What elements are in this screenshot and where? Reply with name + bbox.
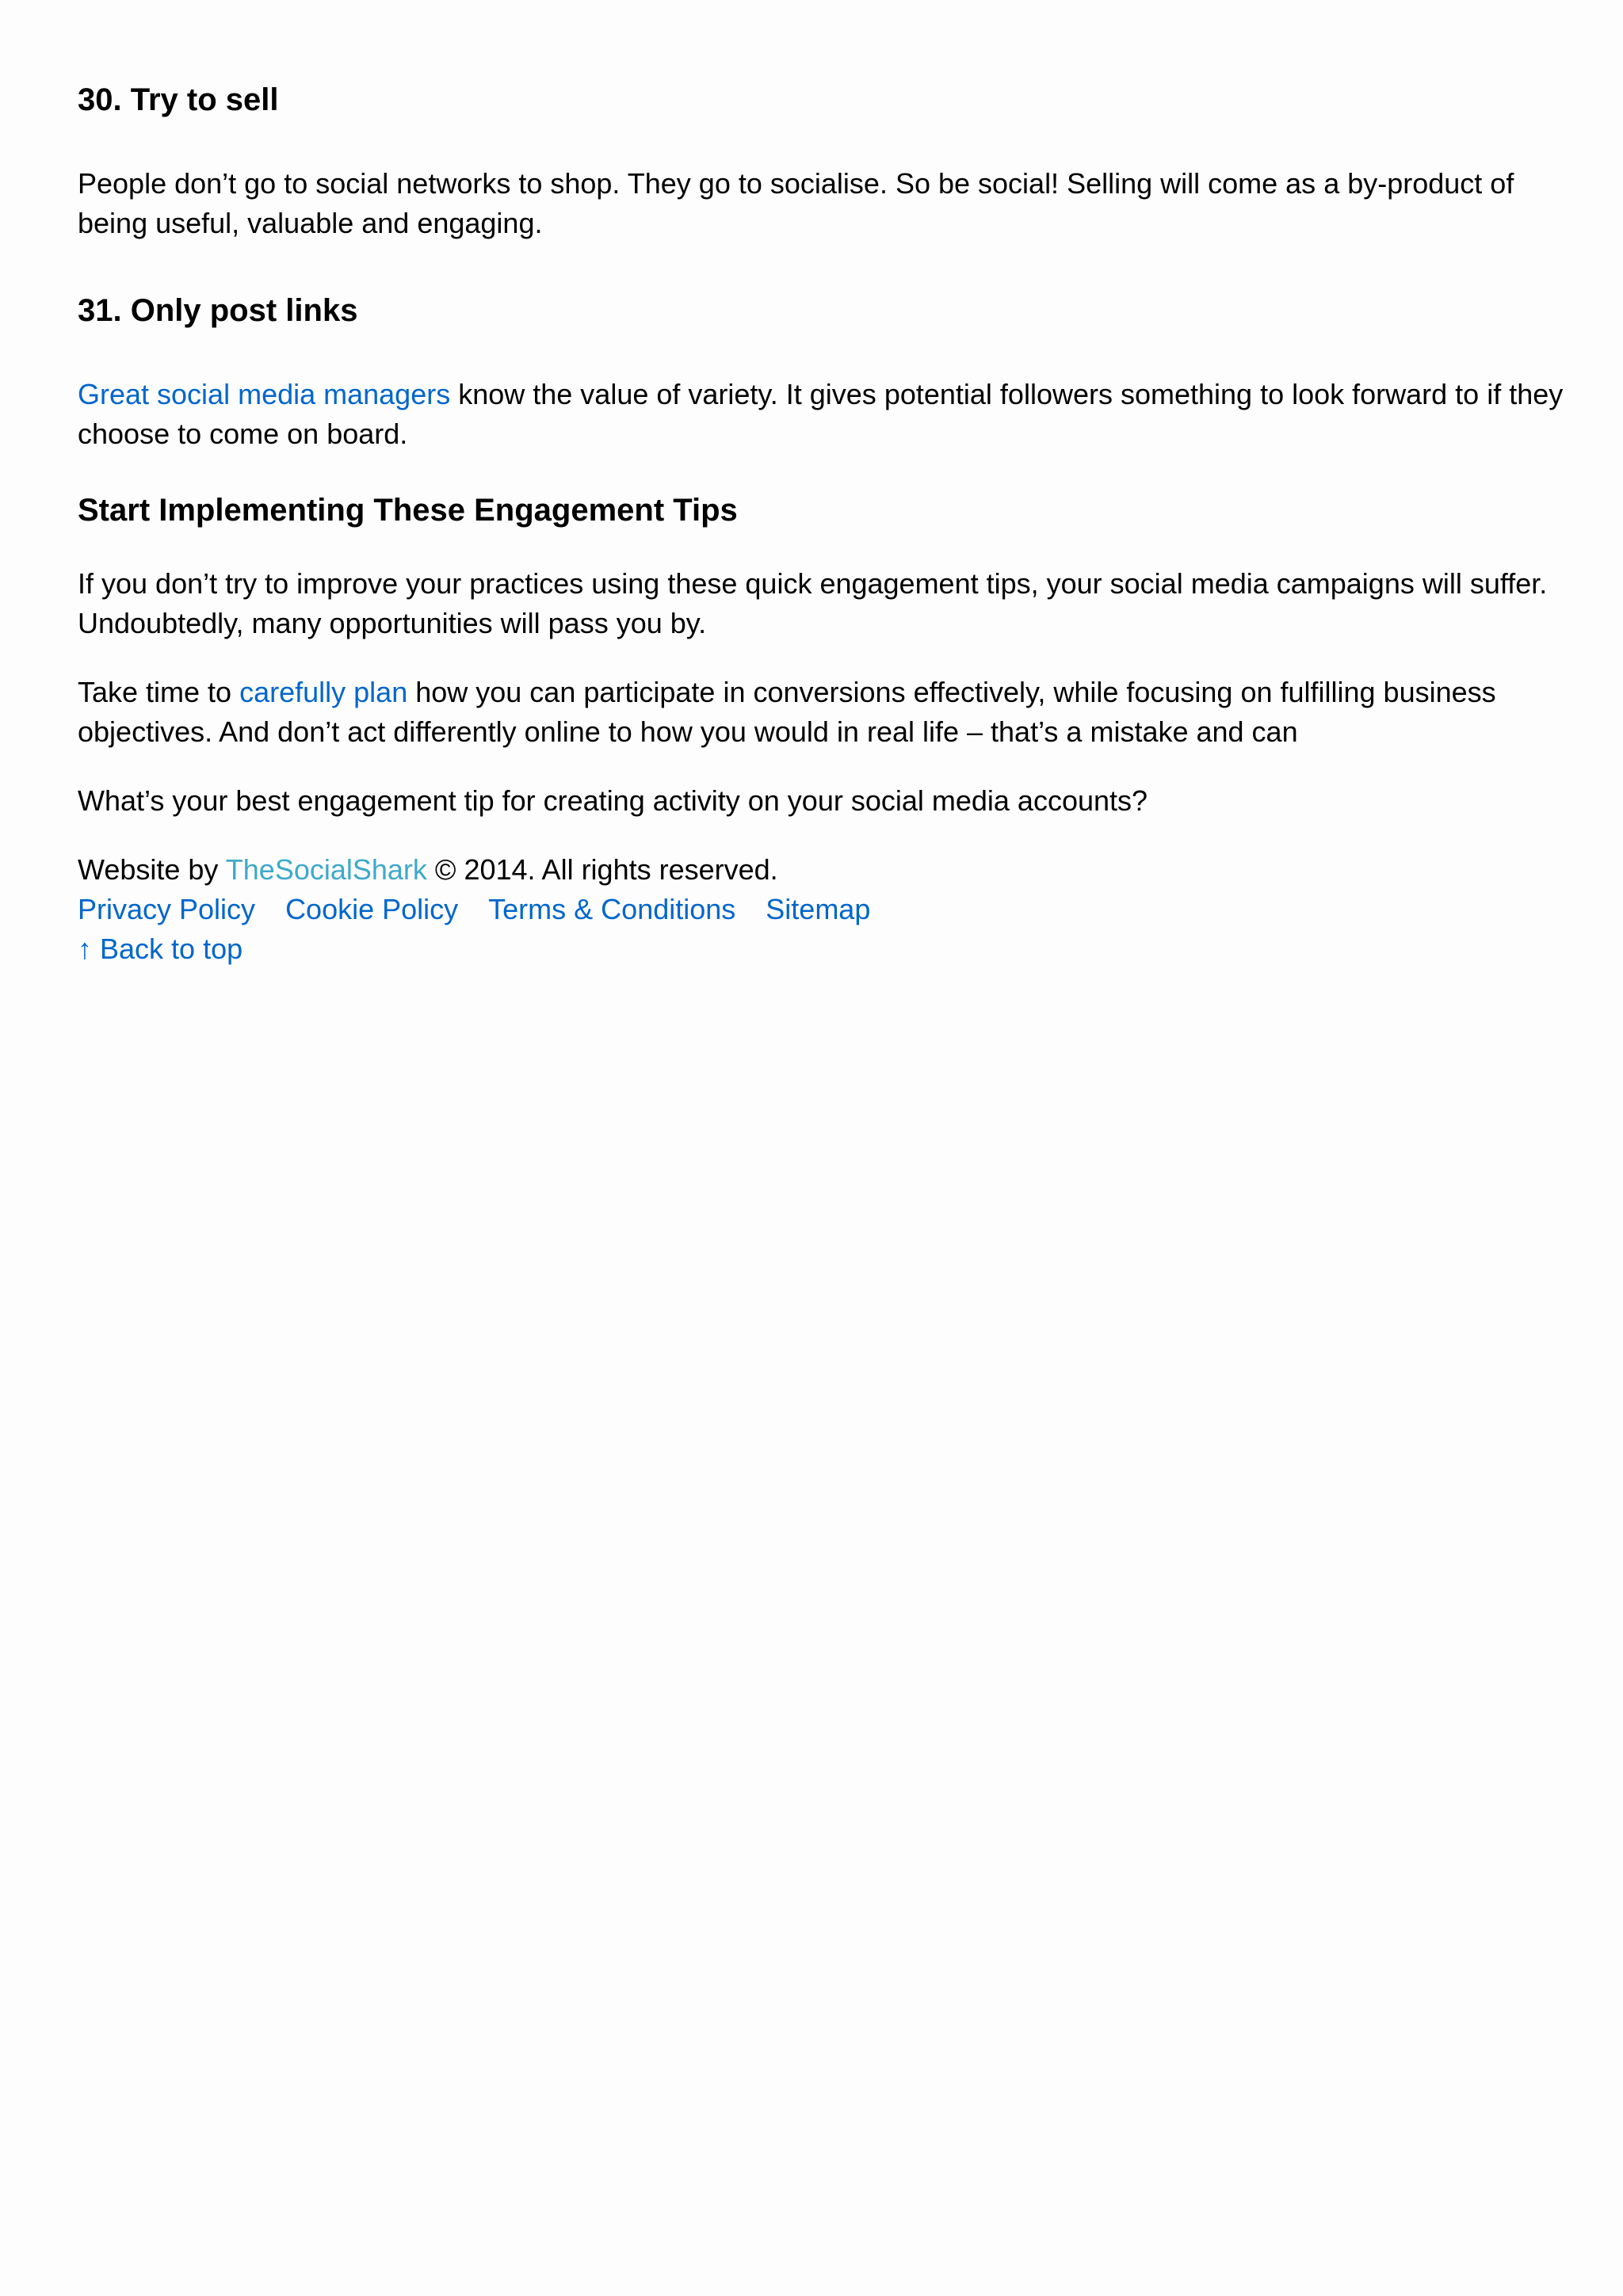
section-31-text-after: know the value of variety. It gives potential followers something to look forward to if they choose to come on board. xyxy=(78,378,1564,450)
terms-conditions-link[interactable]: Terms & Conditions xyxy=(488,893,736,925)
great-social-media-managers-link[interactable]: Great social media managers xyxy=(78,378,451,410)
conclusion-paragraph-1: If you don’t try to improve your practices using these quick engagement tips, your social media campaigns will suffer. Undoubtedly, many opportunities will pass you by. xyxy=(78,567,1548,639)
footer-credit xyxy=(78,850,900,890)
section-30-heading: 30. Try to sell xyxy=(78,82,279,117)
conclusion-question: What’s your best engagement tip for creating activity on your social media accounts? xyxy=(78,784,1148,817)
cookie-policy-link[interactable]: Cookie Policy xyxy=(285,893,459,925)
footer-links xyxy=(78,890,900,929)
thesocialshark-link[interactable]: TheSocialShark xyxy=(225,853,427,886)
privacy-policy-link[interactable]: Privacy Policy xyxy=(78,893,256,925)
copyright-text: © 2014. All rights reserved. xyxy=(426,853,778,886)
website-by-label: Website by xyxy=(78,853,226,886)
section-31-heading: 31. Only post links xyxy=(78,293,358,328)
back-to-top-row xyxy=(78,929,900,969)
section-31-text xyxy=(78,375,1568,454)
conclusion-paragraph-2 xyxy=(78,673,1568,752)
sitemap-link[interactable]: Sitemap xyxy=(766,893,871,925)
conclusion-paragraph-2-before: Take time to xyxy=(78,676,240,708)
site-footer xyxy=(78,850,900,969)
section-30-text: People don’t go to social networks to shop. They go to socialise. So be social! Selling will come as a by-product of being useful, valuable and engaging. xyxy=(78,167,1514,239)
carefully-plan-link[interactable]: carefully plan xyxy=(239,676,408,708)
back-to-top-link[interactable]: ↑ Back to top xyxy=(78,933,243,965)
conclusion-paragraph-2-after: how you can participate in conversions effectively, while focusing on fulfilling business objectives. And don’t act differently online to how you would in real life – that’s a mistake and can xyxy=(78,676,1496,748)
conclusion-heading: Start Implementing These Engagement Tips xyxy=(78,493,738,528)
